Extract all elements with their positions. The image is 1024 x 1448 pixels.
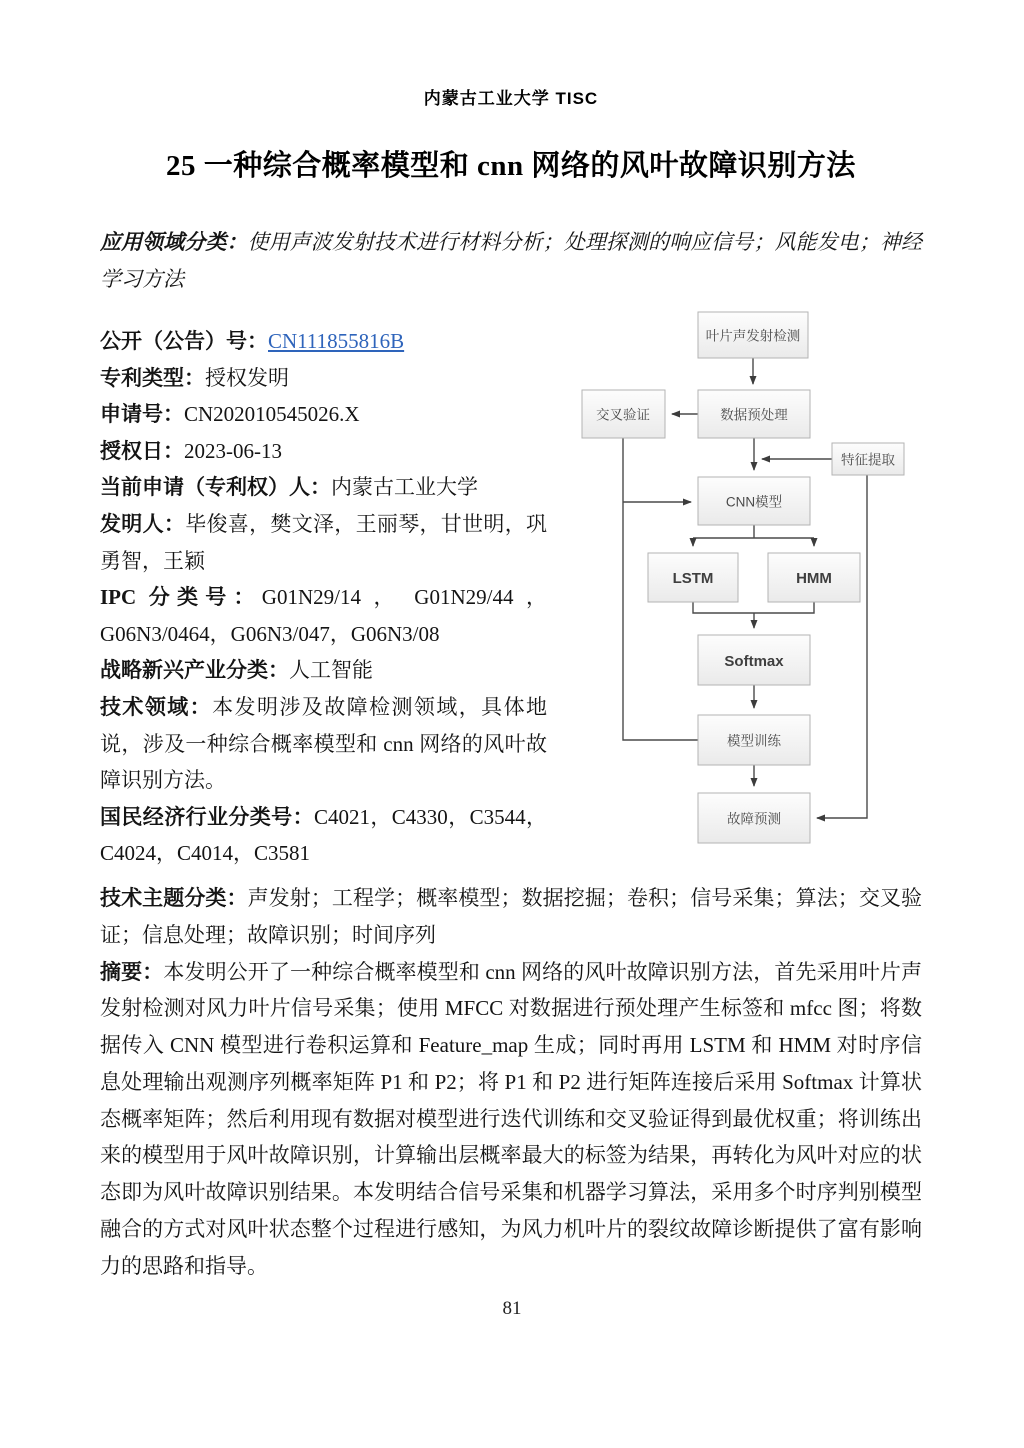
detail-value: 授权发明 [205,365,289,390]
page-title: 25 一种综合概率模型和 cnn 网络的风叶故障识别方法 [166,150,856,182]
detail-label: 国民经济行业分类号： [100,804,314,829]
edge-feature-predict [817,475,867,818]
details-and-flowchart-row [100,323,922,872]
flow-node-cnn [698,477,810,525]
detail-value: C4021，C4330，C3544，C4024，C4014，C3581 [100,804,547,866]
application-field-value: 使用声波发射技术进行材料分析；处理探测的响应信号；风能发电；神经学习方法 [100,230,923,291]
detail-label: 授权日： [100,438,184,463]
detail-row-ipc-class [100,579,547,652]
flow-node-preprocess [698,390,810,438]
flowchart-svg [573,310,911,850]
detail-row-technical-field [100,689,547,799]
detail-row-current-assignee [100,469,547,506]
detail-value: 毕俊喜，樊文泽，王丽琴，甘世明，巩勇智，王颖 [100,511,548,573]
flow-node-train-label: 模型训练 [727,733,781,749]
flow-node-predict [698,793,810,843]
organization-header: 内蒙古工业大学 TISC [423,89,599,108]
topic-classification-value: 声发射；工程学；概率模型；数据挖掘；卷积；信号采集；算法；交叉验证；信息处理；故障识别；时间序列 [100,885,923,947]
detail-label: 申请号： [100,402,184,427]
application-field-label: 应用领域分类： [100,230,248,254]
detail-label: 当前申请（专利权）人： [100,475,331,500]
edge-merge [693,602,814,613]
flowchart-figure [573,310,911,855]
abstract-paragraph [100,954,922,1285]
detail-row-grant-date [100,433,547,470]
detail-value: G01N29/14 ， G01N29/44 ，G06N3/0464，G06N3/047，G06N3/08 [100,585,547,646]
detail-value: 2023-06-13 [184,438,282,463]
page-number: 81 [502,1298,522,1319]
detail-row-inventors [100,506,547,579]
flow-node-lstm [648,553,738,602]
detail-row-publication-number [100,323,547,360]
flow-node-detect-label: 叶片声发射检测 [705,328,801,344]
flow-node-cnn-label: CNN模型 [725,494,783,510]
detail-value: CN202010545026.X [184,402,360,427]
detail-label: 专利类型： [100,365,205,390]
flow-node-feature [832,443,904,475]
application-field-paragraph [100,224,922,298]
detail-label: IPC 分类号： [100,585,262,610]
flow-node-detect [698,312,808,358]
flow-node-hmm-label: HMM [796,569,832,587]
detail-row-strategic-industry [100,652,547,689]
flow-node-lstm-label: LSTM [672,569,714,587]
patent-details-column [100,323,547,872]
flow-node-preprocess-label: 数据预处理 [720,407,788,423]
detail-row-patent-type [100,360,547,397]
topic-classification-paragraph [100,880,922,954]
edge-cnn-split [693,525,814,538]
flow-node-train [698,715,810,765]
detail-value: 本发明涉及故障检测领域，具体地说，涉及一种综合概率模型和 cnn 网络的风叶故障识别方法。 [100,694,548,793]
flow-node-predict-label: 故障预测 [727,811,781,827]
detail-value: 内蒙古工业大学 [331,475,478,500]
detail-row-economic-class [100,799,547,872]
abstract-label: 摘要： [100,959,164,984]
detail-label: 战略新兴产业分类： [100,658,289,683]
detail-label: 发明人： [100,511,186,536]
flow-node-crossval-label: 交叉验证 [596,407,650,423]
flow-node-softmax-label: Softmax [724,652,784,670]
detail-label: 公开（公告）号： [100,329,268,353]
detail-row-application-number [100,396,547,433]
detail-label: 技术领域： [100,694,213,719]
publication-number-link[interactable]: CN111855816B [268,329,405,353]
flow-node-feature-label: 特征提取 [841,452,895,468]
flow-node-crossval [582,390,665,438]
flow-node-hmm [768,553,860,602]
flow-node-softmax [698,635,810,685]
abstract-value: 本发明公开了一种综合概率模型和 cnn 网络的风叶故障识别方法，首先采用叶片声发射检测对风力叶片信号采集；使用 MFCC 对数据进行预处理产生标签和 mfcc 图；将数据传入 CNN 模型进行卷积运算和 Feature_map 生成；同时再用 LSTM 和 HMM 对时序信息处理输出观测序列概率矩阵 P1 和 P2；将 P1 和 P2 进行矩阵连接后采用 Softmax 计算状态概率矩阵；然后利用现有数据对模型进行迭代训练和交叉验证得到最优权重；将训练出来的模型用于风叶故障识别，计算输出层概率最大的标签为结果，再转化为风叶对应的状态即为风叶故障识别结果。本发明结合信号采集和机器学习算法，采用多个时序判别模型融合的方式对风叶状态整个过程进行感知，为风力机叶片的裂纹故障诊断提供了富有影响力的思路和指导。 [100,959,923,1278]
detail-value: 人工智能 [289,658,373,683]
flow-nodes [582,312,904,843]
topic-classification-label: 技术主题分类： [100,885,248,910]
